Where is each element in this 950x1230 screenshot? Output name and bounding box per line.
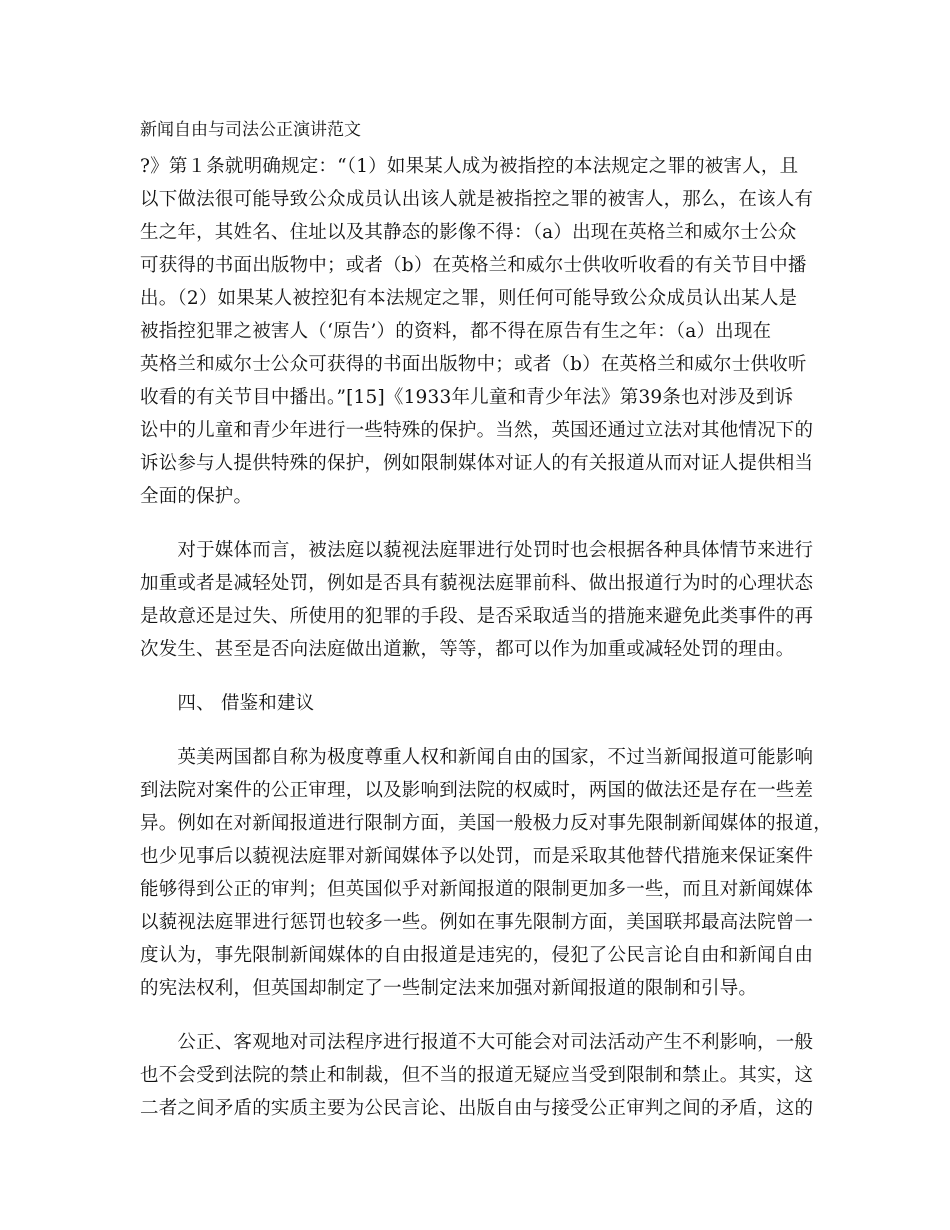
text-line: 到法院对案件的公正审理，以及影响到法院的权威时，两国的做法还是存在一些差 xyxy=(140,780,814,801)
text-line: 以下做法很可能导致公众成员认出该人就是被指控之罪的被害人，那么，在该人有 xyxy=(140,189,814,210)
text-line: 讼中的儿童和青少年进行一些特殊的保护。当然，英国还通过立法对其他情况下的 xyxy=(140,420,814,441)
text-line: 诉讼参与人提供特殊的保护，例如限制媒体对证人的有关报道从而对证人提供相当 xyxy=(140,453,814,474)
text-line: 度认为，事先限制新闻媒体的自由报道是违宪的，侵犯了公民言论自由和新闻自由 xyxy=(140,945,814,966)
text-line: 被指控犯罪之被害人（‘原告’）的资料，都不得在原告有生之年：（a）出现在 xyxy=(140,321,772,342)
text-line: 对于媒体而言，被法庭以藐视法庭罪进行处罚时也会根据各种具体情节来进行 xyxy=(140,540,814,561)
text-line: 也不会受到法院的禁止和制裁，但不当的报道无疑应当受到限制和禁止。其实，这 xyxy=(140,1065,814,1086)
text-line: 的宪法权利，但英国却制定了一些制定法来加强对新闻报道的限制和引导。 xyxy=(140,978,758,999)
text-line: 次发生、甚至是否向法庭做出道歉，等等，都可以作为加重或减轻处罚的理由。 xyxy=(140,639,795,660)
text-line: ?》第１条就明确规定：“（1）如果某人成为被指控的本法规定之罪的被害人，且 xyxy=(140,156,799,177)
text-line: 是故意还是过失、所使用的犯罪的手段、是否采取适当的措施来避免此类事件的再 xyxy=(140,606,814,627)
text-line: 二者之间矛盾的实质主要为公民言论、出版自由与接受公正审判之间的矛盾，这的 xyxy=(140,1098,814,1119)
text-line: 异。例如在对新闻报道进行限制方面，美国一般极力反对事先限制新闻媒体的报道， xyxy=(140,813,832,834)
text-line: 全面的保护。 xyxy=(140,486,253,507)
text-line: 英美两国都自称为极度尊重人权和新闻自由的国家，不过当新闻报道可能影响 xyxy=(140,747,814,768)
text-line: 英格兰和威尔士公众可获得的书面出版物中；或者（b）在英格兰和威尔士供收听 xyxy=(140,354,807,375)
text-line: 加重或者是减轻处罚，例如是否具有藐视法庭罪前科、做出报道行为时的心理状态 xyxy=(140,573,814,594)
document-title: 新闻自由与司法公正演讲范文 xyxy=(140,120,361,140)
text-line: 能够得到公正的审判；但英国似乎对新闻报道的限制更加多一些，而且对新闻媒体 xyxy=(140,879,814,900)
text-line: 公正、客观地对司法程序进行报道不大可能会对司法活动产生不利影响，一般 xyxy=(140,1032,814,1053)
text-line: 收看的有关节目中播出。”[15]《1933年儿童和青少年法》第39条也对涉及到诉 xyxy=(140,387,794,408)
text-line: 以藐视法庭罪进行惩罚也较多一些。例如在事先限制方面，美国联邦最高法院曾一 xyxy=(140,912,814,933)
text-line: 可获得的书面出版物中；或者（b）在英格兰和威尔士供收听收看的有关节目中播 xyxy=(140,255,807,276)
text-line: 出。（2）如果某人被控犯有本法规定之罪，则任何可能导致公众成员认出某人是 xyxy=(140,288,798,309)
text-line: 也少见事后以藐视法庭罪对新闻媒体予以处罚，而是采取其他替代措施来保证案件 xyxy=(140,846,814,867)
section-heading: 四、 借鉴和建议 xyxy=(140,693,315,714)
text-line: 生之年，其姓名、住址以及其静态的影像不得：（a）出现在英格兰和威尔士公众 xyxy=(140,222,797,243)
